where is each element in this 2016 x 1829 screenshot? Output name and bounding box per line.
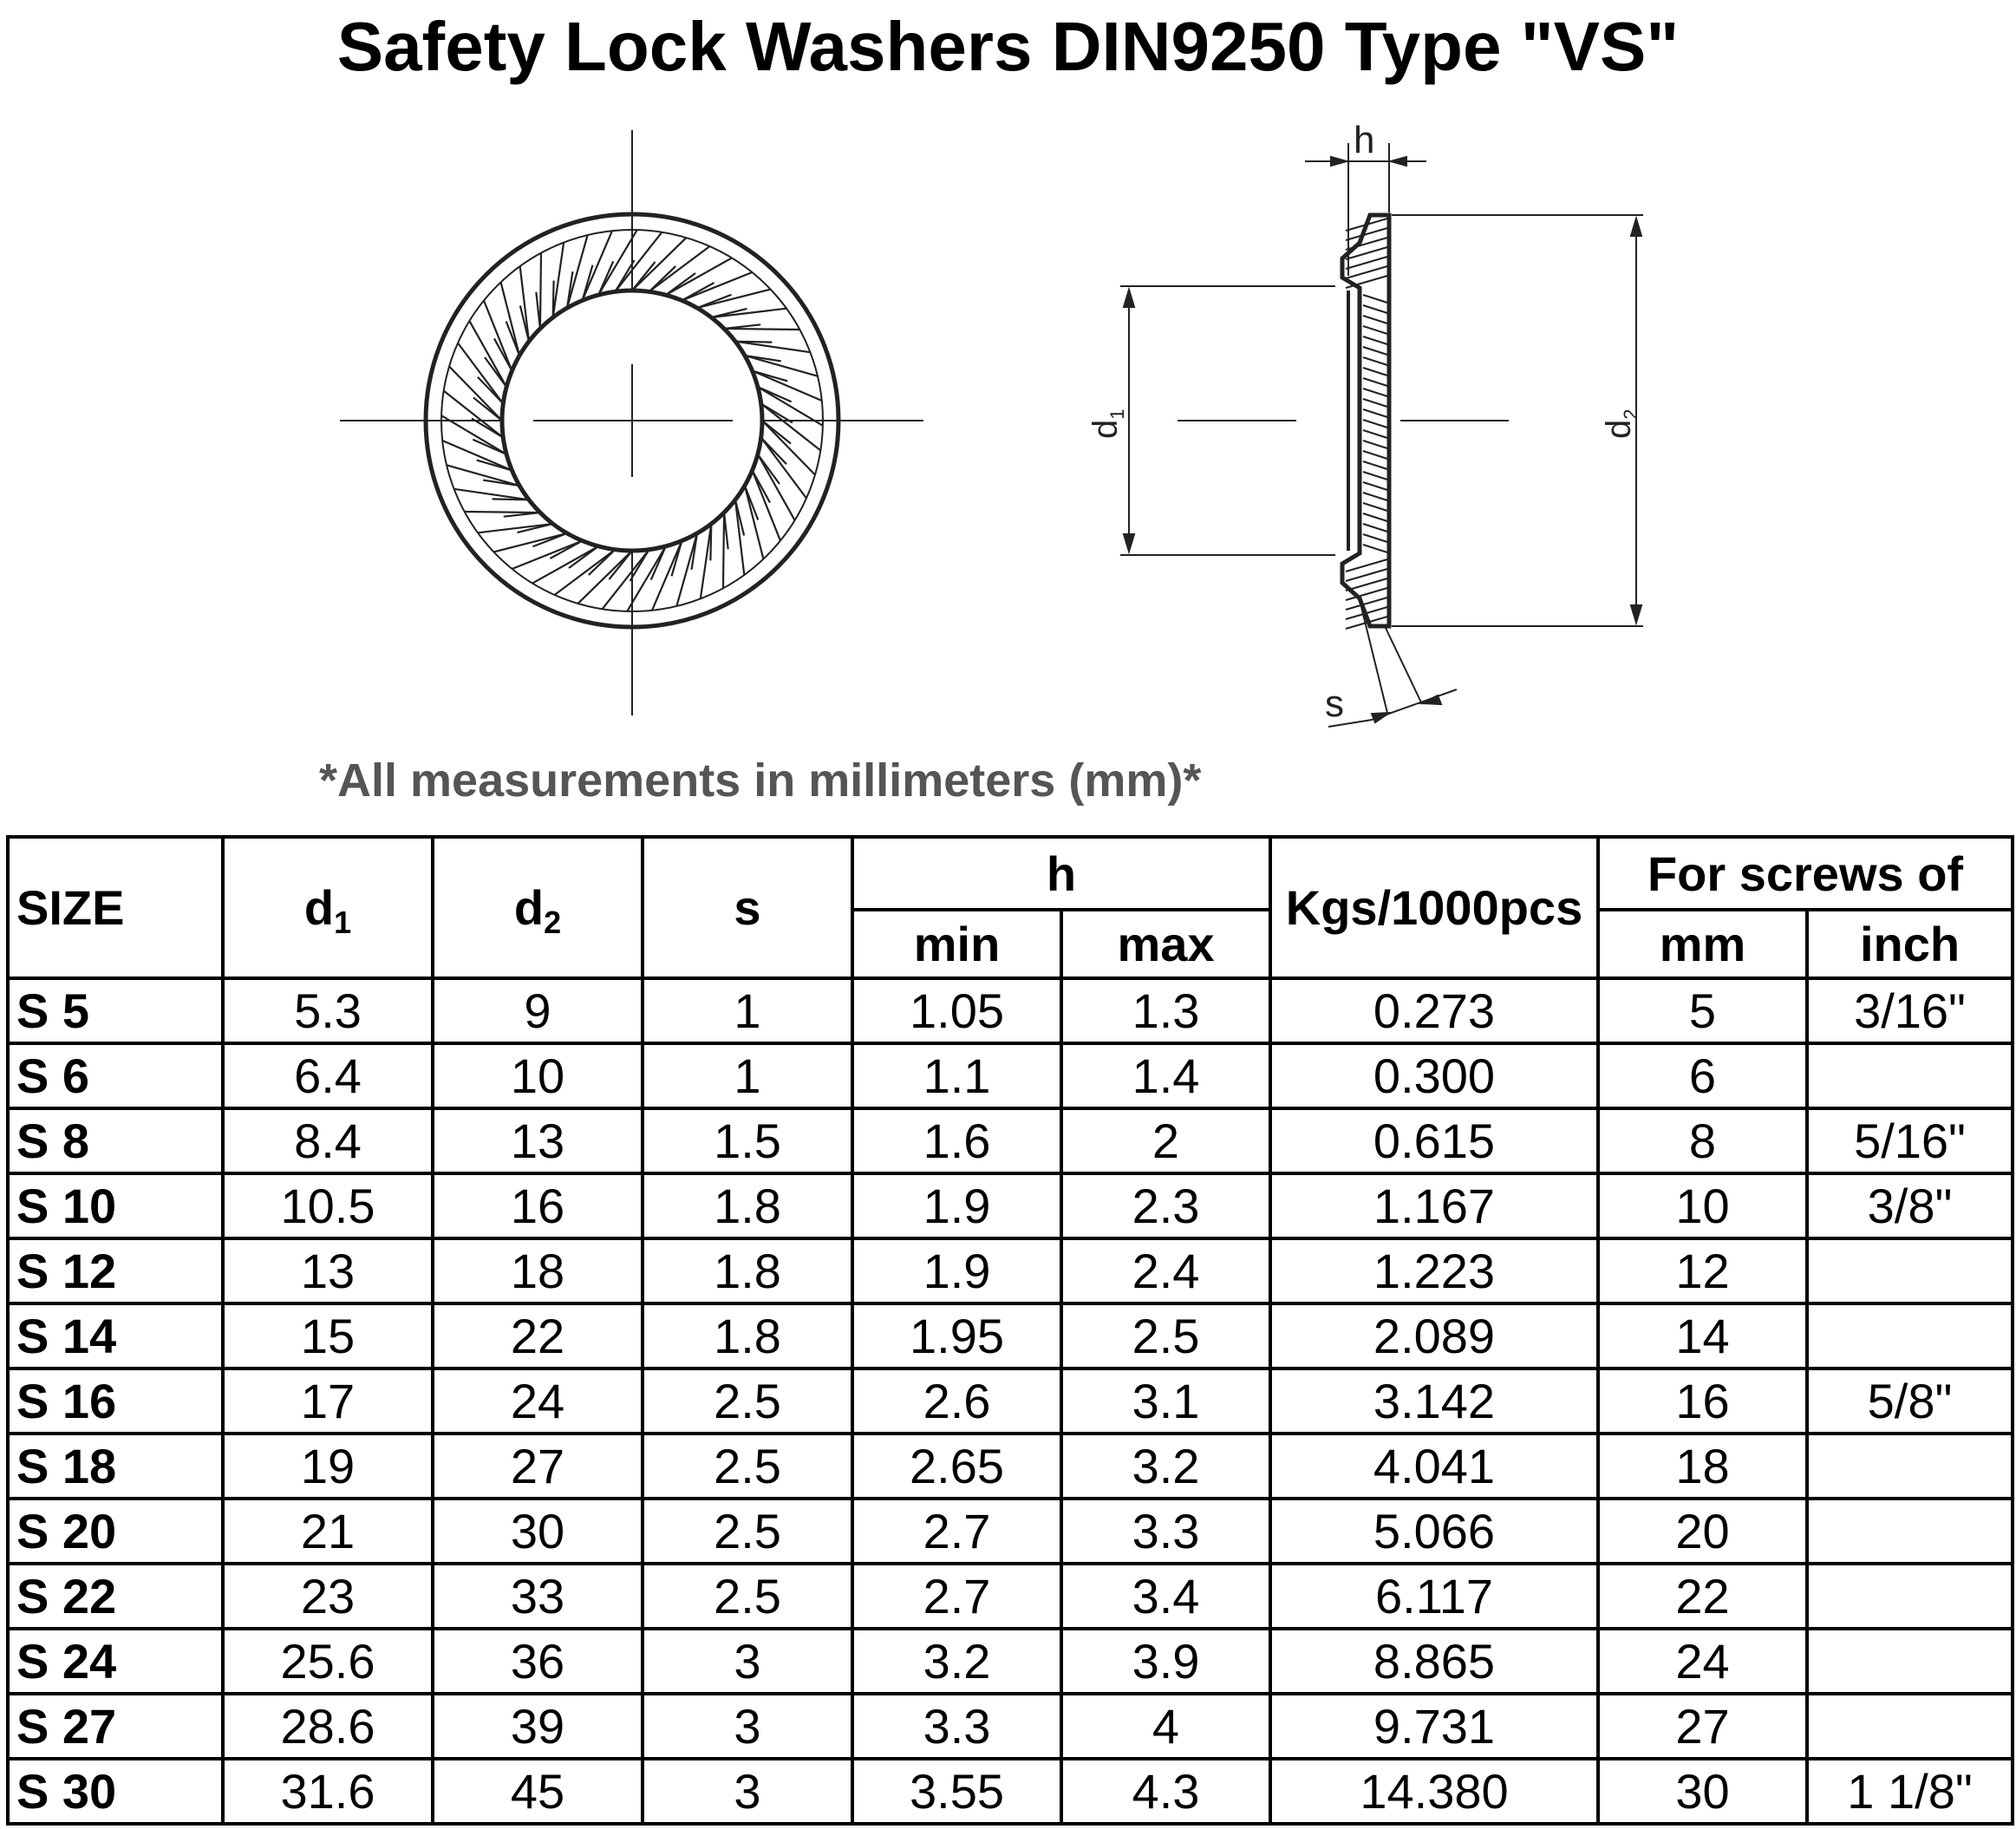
table-row [8,1238,2013,1303]
cell-h-max: 2.4 [1061,1238,1270,1303]
page-title: Safety Lock Washers DIN9250 Type "VS" [336,8,1680,85]
dimension-label-d1 [1086,409,1128,440]
cell-h-max: 3.3 [1061,1499,1270,1564]
cell-h-min: 1.9 [852,1238,1061,1303]
cell-h-min: 2.7 [852,1499,1061,1564]
header-s: s [643,837,852,978]
cell-d1: 8.4 [223,1108,433,1173]
cell-d2: 9 [433,978,643,1043]
cell-screws-inch [1807,1564,2013,1629]
cell-d2: 30 [433,1499,643,1564]
cell-size: S 6 [8,1043,223,1108]
cell-d2: 36 [433,1629,643,1694]
cell-d2: 16 [433,1173,643,1238]
cell-screws-mm: 22 [1598,1564,1807,1629]
cell-size: S 16 [8,1368,223,1434]
cell-screws-mm: 8 [1598,1108,1807,1173]
cell-h-min: 2.7 [852,1564,1061,1629]
cell-kgs: 1.223 [1270,1238,1598,1303]
cell-h-max: 1.3 [1061,978,1270,1043]
header-h: h [852,837,1270,910]
cell-d2: 13 [433,1108,643,1173]
cell-kgs: 1.167 [1270,1173,1598,1238]
cell-h-max: 2.5 [1061,1303,1270,1368]
cell-screws-mm: 30 [1598,1759,1807,1824]
cell-h-max: 2 [1061,1108,1270,1173]
cell-kgs: 0.615 [1270,1108,1598,1173]
cell-h-max: 3.9 [1061,1629,1270,1694]
cell-screws-inch: 5/16" [1807,1108,2013,1173]
cell-s: 2.5 [643,1499,852,1564]
dimension-label-d2 [1600,409,1641,440]
cell-kgs: 5.066 [1270,1499,1598,1564]
table-row [8,1759,2013,1824]
cell-screws-inch: 5/8" [1807,1368,2013,1434]
cell-s: 1 [643,978,852,1043]
cell-screws-inch: 3/16" [1807,978,2013,1043]
cell-size: S 20 [8,1499,223,1564]
cell-d2: 22 [433,1303,643,1368]
cell-screws-mm: 5 [1598,978,1807,1043]
cell-d1: 10.5 [223,1173,433,1238]
cell-s: 3 [643,1759,852,1824]
cell-s: 1.8 [643,1173,852,1238]
header-kgs: Kgs/1000pcs [1270,837,1598,978]
cell-s: 1 [643,1043,852,1108]
cell-h-min: 3.3 [852,1694,1061,1759]
cell-screws-inch: 3/8" [1807,1173,2013,1238]
cell-s: 2.5 [643,1368,852,1434]
cell-h-min: 2.65 [852,1434,1061,1499]
cell-h-min: 3.2 [852,1629,1061,1694]
cell-size: S 18 [8,1434,223,1499]
table-header-row [8,837,2013,910]
cell-screws-mm: 14 [1598,1303,1807,1368]
cell-screws-inch: 1 1/8" [1807,1759,2013,1824]
cell-h-max: 4.3 [1061,1759,1270,1824]
header-h-min: min [852,910,1061,978]
cell-screws-inch [1807,1629,2013,1694]
washer-side-view [1120,143,1643,727]
header-d1: $d_1$ [223,837,433,978]
cell-screws-inch [1807,1694,2013,1759]
cell-screws-mm: 27 [1598,1694,1807,1759]
cell-h-max: 4 [1061,1694,1270,1759]
cell-size: S 30 [8,1759,223,1824]
cell-d1: 28.6 [223,1694,433,1759]
cell-kgs: 8.865 [1270,1629,1598,1694]
cell-kgs: 4.041 [1270,1434,1598,1499]
cell-d1: 25.6 [223,1629,433,1694]
dimension-label-s: s [1325,683,1344,725]
svg-text:d1: $d_1$ [1086,408,1128,439]
cell-h-max: 3.4 [1061,1564,1270,1629]
cell-d1: 17 [223,1368,433,1434]
cell-size: S 10 [8,1173,223,1238]
cell-d2: 33 [433,1564,643,1629]
cell-kgs: 9.731 [1270,1694,1598,1759]
cell-d1: 6.4 [223,1043,433,1108]
cell-d1: 23 [223,1564,433,1629]
table-row [8,1368,2013,1434]
table-row [8,978,2013,1043]
table-row [8,1043,2013,1108]
header-screws-inch: inch [1807,910,2013,978]
cell-d1: 13 [223,1238,433,1303]
cell-h-min: 1.1 [852,1043,1061,1108]
cell-screws-inch [1807,1238,2013,1303]
washer-front-view [340,130,923,715]
measurement-note: *All measurements in millimeters (mm)* [319,754,1202,807]
header-screws-mm: mm [1598,910,1807,978]
cell-d1: 21 [223,1499,433,1564]
table-row [8,1629,2013,1694]
cell-s: 1.8 [643,1238,852,1303]
cell-d2: 24 [433,1368,643,1434]
cell-screws-inch [1807,1434,2013,1499]
cell-screws-mm: 12 [1598,1238,1807,1303]
cell-d2: 45 [433,1759,643,1824]
cell-s: 3 [643,1694,852,1759]
cell-screws-inch [1807,1043,2013,1108]
cell-screws-inch [1807,1303,2013,1368]
cell-h-min: 2.6 [852,1368,1061,1434]
cell-h-max: 3.2 [1061,1434,1270,1499]
table-row [8,1564,2013,1629]
cell-kgs: 0.300 [1270,1043,1598,1108]
cell-size: S 8 [8,1108,223,1173]
cell-s: 3 [643,1629,852,1694]
table-row [8,1303,2013,1368]
cell-s: 2.5 [643,1434,852,1499]
table-row [8,1108,2013,1173]
cell-size: S 22 [8,1564,223,1629]
cell-kgs: 6.117 [1270,1564,1598,1629]
cell-kgs: 3.142 [1270,1368,1598,1434]
header-h-max: max [1061,910,1270,978]
cell-screws-mm: 20 [1598,1499,1807,1564]
cell-size: S 14 [8,1303,223,1368]
cell-h-max: 1.4 [1061,1043,1270,1108]
table-row [8,1694,2013,1759]
specification-table [6,835,2014,1826]
svg-text:d2: $d_2$ [1600,408,1641,439]
dimension-label-h: h [1354,119,1375,161]
cell-screws-mm: 6 [1598,1043,1807,1108]
cell-d1: 19 [223,1434,433,1499]
table-row [8,1173,2013,1238]
cell-d2: 27 [433,1434,643,1499]
cell-size: S 27 [8,1694,223,1759]
cell-screws-mm: 10 [1598,1173,1807,1238]
cell-d2: 39 [433,1694,643,1759]
cell-screws-mm: 16 [1598,1368,1807,1434]
cell-kgs: 14.380 [1270,1759,1598,1824]
cell-kgs: 0.273 [1270,978,1598,1043]
cell-h-min: 1.6 [852,1108,1061,1173]
cell-s: 2.5 [643,1564,852,1629]
cell-h-min: 1.95 [852,1303,1061,1368]
cell-h-max: 2.3 [1061,1173,1270,1238]
cell-d2: 10 [433,1043,643,1108]
cell-h-min: 3.55 [852,1759,1061,1824]
cell-h-min: 1.9 [852,1173,1061,1238]
cell-d1: 31.6 [223,1759,433,1824]
table-row [8,1499,2013,1564]
cell-s: 1.5 [643,1108,852,1173]
cell-size: S 12 [8,1238,223,1303]
header-d2: $d_2$ [433,837,643,978]
cell-h-min: 1.05 [852,978,1061,1043]
header-screws: For screws of [1598,837,2013,910]
cell-s: 1.8 [643,1303,852,1368]
cell-d1: 15 [223,1303,433,1368]
table-row [8,1434,2013,1499]
cell-d1: 5.3 [223,978,433,1043]
cell-h-max: 3.1 [1061,1368,1270,1434]
cell-screws-inch [1807,1499,2013,1564]
cell-d2: 18 [433,1238,643,1303]
cell-size: S 5 [8,978,223,1043]
header-size: SIZE [8,837,223,978]
cell-kgs: 2.089 [1270,1303,1598,1368]
cell-screws-mm: 24 [1598,1629,1807,1694]
washer-technical-drawing [0,0,2016,746]
cell-screws-mm: 18 [1598,1434,1807,1499]
cell-size: S 24 [8,1629,223,1694]
